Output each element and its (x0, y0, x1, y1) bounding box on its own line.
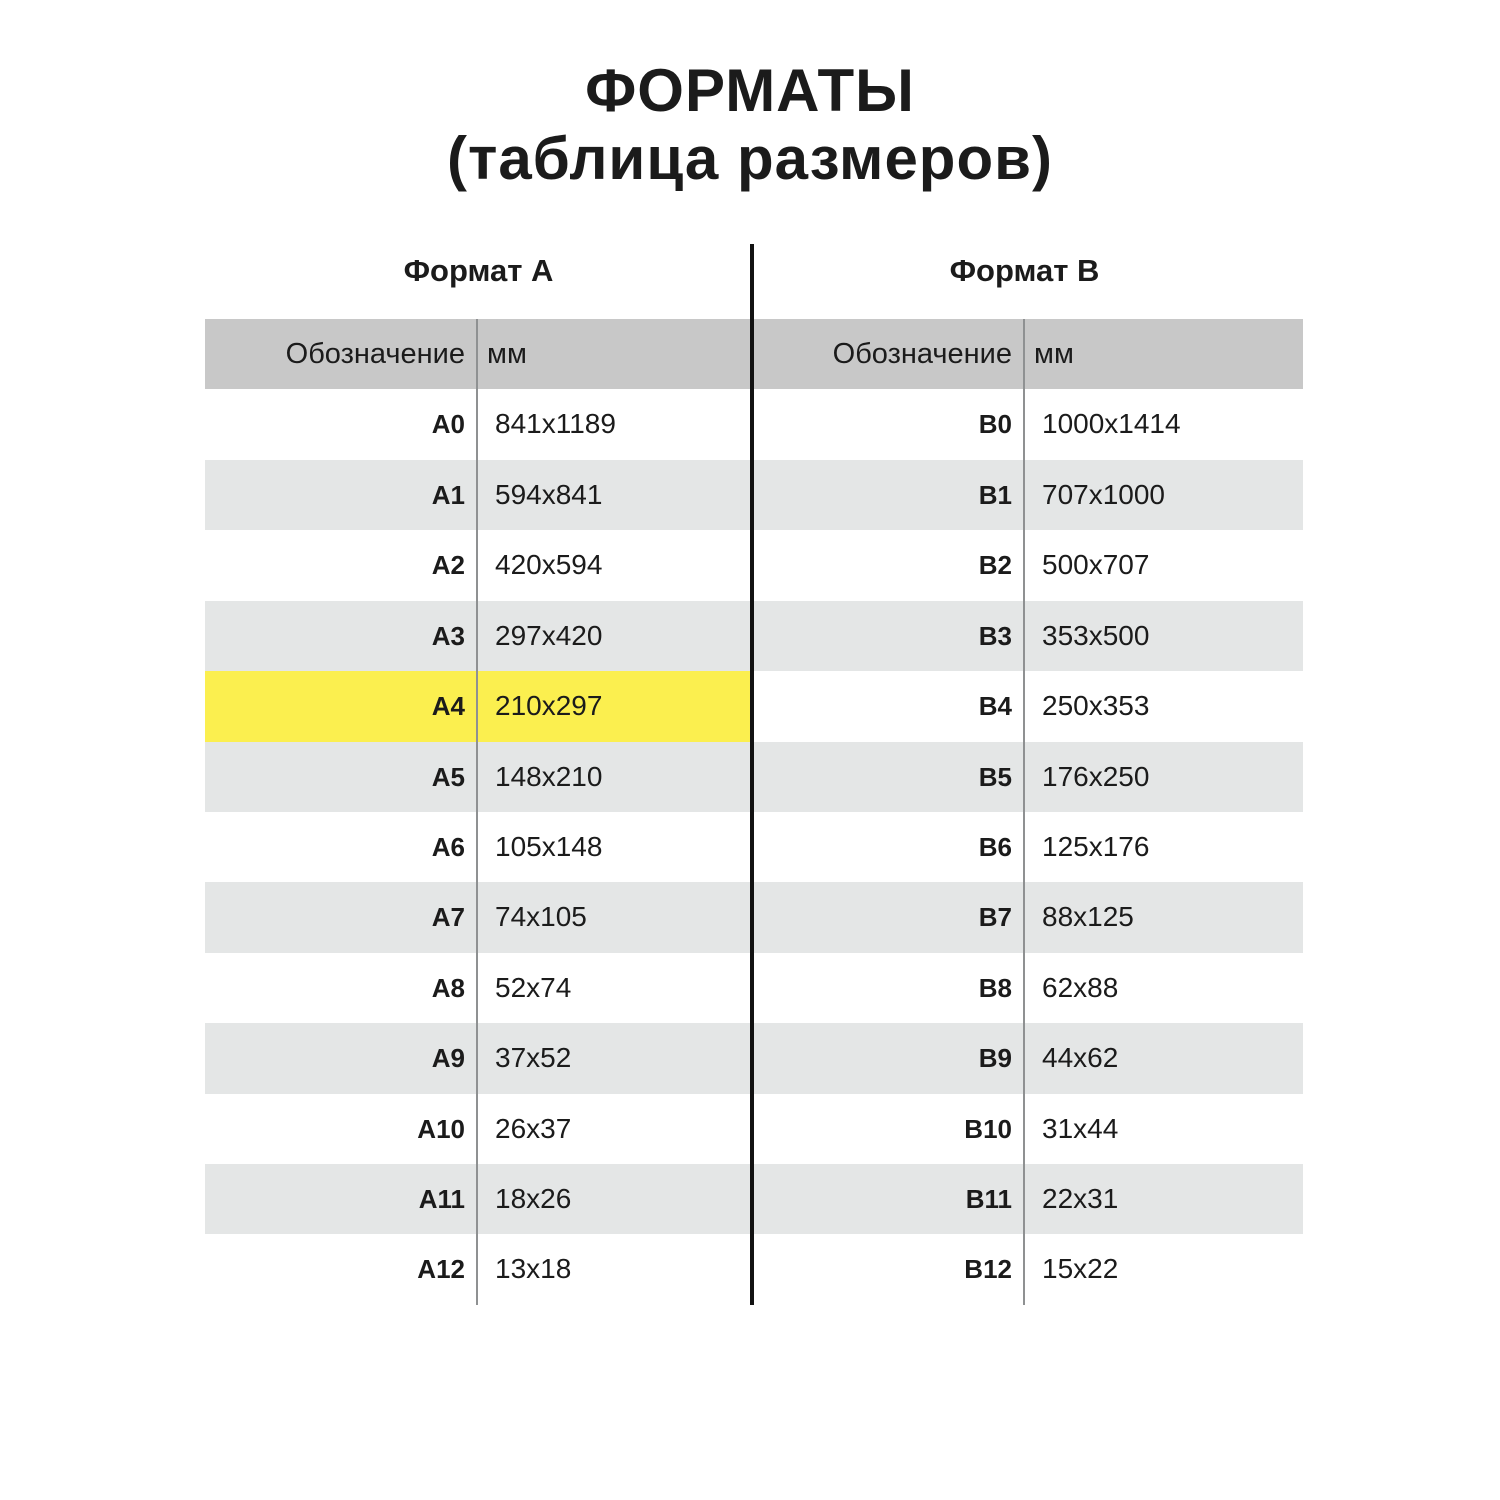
row-designation: A1 (431, 479, 465, 510)
row-size-mm: 26x37 (495, 1112, 572, 1144)
table-row (754, 671, 1303, 741)
row-size-mm: 52x74 (495, 971, 572, 1003)
row-size-mm: 62x88 (1042, 971, 1119, 1003)
row-size-mm: 105x148 (495, 830, 603, 862)
table-row (754, 742, 1303, 812)
row-designation: B9 (978, 1043, 1012, 1074)
table-row (754, 953, 1303, 1023)
table-row (754, 460, 1303, 530)
row-designation: B8 (978, 972, 1012, 1003)
row-size-mm: 15x22 (1042, 1253, 1119, 1285)
row-designation: B2 (978, 550, 1012, 581)
table-row (754, 1234, 1303, 1304)
table-row (754, 812, 1303, 882)
table-row (205, 1023, 752, 1093)
column-header-designation: Обозначение (285, 338, 465, 370)
table-row (754, 1023, 1303, 1093)
table-row (205, 460, 752, 530)
row-size-mm: 74x105 (495, 901, 587, 933)
row-designation: A12 (417, 1254, 465, 1285)
row-designation: B4 (978, 691, 1012, 722)
row-designation: B12 (964, 1254, 1012, 1285)
row-designation: B11 (965, 1184, 1012, 1215)
row-designation: B6 (978, 831, 1012, 862)
format-a-table (205, 319, 752, 1305)
table-row (205, 671, 752, 741)
row-size-mm: 250x353 (1042, 690, 1150, 722)
table-row (205, 530, 752, 600)
row-size-mm: 37x52 (495, 1042, 572, 1074)
table-row (754, 1094, 1303, 1164)
row-designation: A7 (431, 902, 465, 933)
format-a-label: Формат А (403, 253, 554, 288)
row-designation: B0 (978, 409, 1012, 440)
row-size-mm: 176x250 (1042, 760, 1150, 792)
format-b-table (754, 319, 1303, 1305)
table-row (754, 601, 1303, 671)
row-designation: A8 (431, 972, 465, 1003)
row-size-mm: 594x841 (495, 478, 603, 510)
table-header-row (754, 319, 1303, 389)
row-designation: A3 (431, 620, 465, 651)
row-designation: A2 (431, 550, 465, 581)
table-row (205, 742, 752, 812)
table-row (205, 953, 752, 1023)
row-size-mm: 500x707 (1042, 549, 1150, 581)
row-size-mm: 44x62 (1042, 1042, 1119, 1074)
row-size-mm: 210x297 (495, 690, 603, 722)
column-header-mm: мм (487, 338, 527, 370)
row-designation: A0 (431, 409, 465, 440)
row-size-mm: 420x594 (495, 549, 603, 581)
row-designation: B1 (978, 479, 1012, 510)
row-size-mm: 88x125 (1042, 901, 1134, 933)
row-size-mm: 353x500 (1042, 619, 1150, 651)
row-designation: A11 (418, 1184, 465, 1215)
center-divider-line (750, 244, 754, 1305)
row-designation: A10 (417, 1113, 465, 1144)
column-header-mm: мм (1034, 338, 1074, 370)
table-row (754, 1164, 1303, 1234)
table-row (205, 812, 752, 882)
page-subtitle: (таблица размеров) (447, 125, 1053, 192)
row-designation: B3 (978, 620, 1012, 651)
table-row (754, 530, 1303, 600)
row-designation: B7 (978, 902, 1012, 933)
table-row (754, 389, 1303, 459)
row-designation: A4 (431, 691, 465, 722)
row-designation: A5 (431, 761, 465, 792)
column-separator-line (476, 319, 478, 1305)
row-size-mm: 841x1189 (495, 408, 616, 440)
table-row (205, 882, 752, 952)
column-header-designation: Обозначение (832, 338, 1012, 370)
table-row (205, 1234, 752, 1304)
page-title: ФОРМАТЫ (585, 57, 915, 124)
table-row (205, 389, 752, 459)
row-size-mm: 31x44 (1042, 1112, 1119, 1144)
format-b-label: Формат B (949, 253, 1100, 288)
row-size-mm: 707x1000 (1042, 478, 1166, 510)
row-size-mm: 148x210 (495, 760, 603, 792)
row-designation: B10 (964, 1113, 1012, 1144)
table-row (205, 601, 752, 671)
row-size-mm: 125x176 (1042, 830, 1150, 862)
column-separator-line (1023, 319, 1025, 1305)
row-size-mm: 22x31 (1042, 1183, 1119, 1215)
table-header-row (205, 319, 752, 389)
table-row (205, 1164, 752, 1234)
table-row (754, 882, 1303, 952)
row-designation: B5 (978, 761, 1012, 792)
table-row (205, 1094, 752, 1164)
row-size-mm: 1000x1414 (1042, 408, 1181, 440)
row-size-mm: 18x26 (495, 1183, 572, 1215)
row-designation: A6 (431, 831, 465, 862)
row-designation: A9 (431, 1043, 465, 1074)
row-size-mm: 13x18 (495, 1253, 572, 1285)
row-size-mm: 297x420 (495, 619, 603, 651)
